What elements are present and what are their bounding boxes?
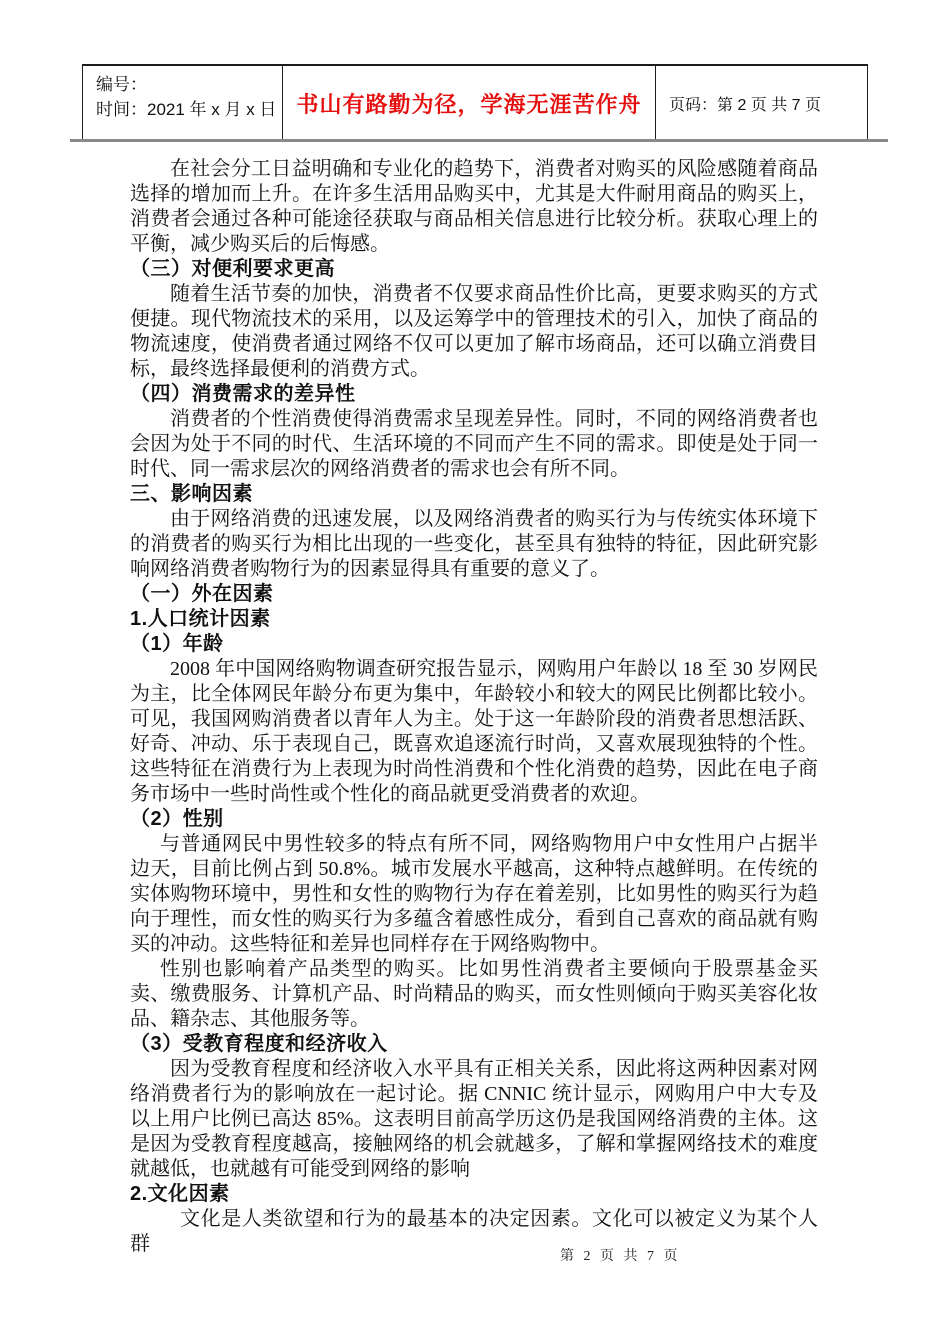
section-heading: 2.文化因素 [130,1183,230,1205]
body-paragraph: 2008 年中国网络购物调查研究报告显示，网购用户年龄以 18 至 30 岁网民为主，比全体网民年龄分布更为集中，年龄较小和较大的网民比例都比较小。可见，我国网购消费者以青年人为主。处于这一年龄阶段的消费者思想活跃、好奇、冲动、乐于表现自己，既喜欢追逐流行时尚，又喜欢展现独特的个性。这些特征在消费行为上表现为时尚性消费和个性化消费的趋势，因此在电子商务市场中一些时尚性或个性化的商品就更受消费者的欢迎。 [130,658,818,805]
body-paragraph: 由于网络消费的迅速发展，以及网络消费者的购买行为与传统实体环境下的消费者的购买行为相比出现的一些变化，甚至具有独特的特征，因此研究影响网络消费者购物行为的因素显得具有重要的意义了。 [130,508,818,580]
body-paragraph: 因为受教育程度和经济收入水平具有正相关关系，因此将这两种因素对网络消费者行为的影响放在一起讨论。据 CNNIC 统计显示，网购用户中大专及以上用户比例已高达 85%。这表明目前高学历这仍是我国网络消费的主体。这是因为受教育程度越高，接触网络的机会就越多，了解和掌握网络技术的难度就越低，也就越有可能受到网络的影响 [130,1058,818,1180]
body-paragraph: 与普通网民中男性较多的特点有所不同，网络购物用户中女性用户占据半边天，目前比例占到 50.8%。城市发展水平越高，这种特点越鲜明。在传统的实体购物环境中，男性和女性的购物行为存在着差别，比如男性的购买行为趋向于理性，而女性的购买行为多蕴含着感性成分，看到自己喜欢的商品就有购买的冲动。这些特征和差异也同样存在于网络购物中。 [130,833,818,955]
page-label: 页码：第 2 页 共 7 页 [669,96,822,114]
body-paragraph: 在社会分工日益明确和专业化的趋势下，消费者对购买的风险感随着商品选择的增加而上升。在许多生活用品购买中，尤其是大件耐用商品的购买上，消费者会通过各种可能途径获取与商品相关信息进行比较分析。获取心理上的平衡，减少购买后的后悔感。 [130,158,818,255]
body-paragraph: 随着生活节奏的加快，消费者不仅要求商品性价比高，更要求购买的方式便捷。现代物流技术的采用，以及运筹学中的管理技术的引入，加快了商品的物流速度，使消费者通过网络不仅可以更加了解市场商品，还可以确立消费目标，最终选择最便利的消费方式。 [130,283,818,380]
document-body [130,157,818,1257]
section-heading: （1）年龄 [130,633,224,655]
section-heading: 1.人口统计因素 [130,608,271,630]
header-cell-motto [283,66,656,140]
header-divider-rule [70,139,888,142]
date-label: 时间：2021 年 x 月 x 日 [96,100,277,119]
section-heading: 三、影响因素 [130,483,253,505]
body-paragraph: 文化是人类欲望和行为的最基本的决定因素。文化可以被定义为某个人群 [130,1208,818,1255]
header-cell-meta [83,66,283,140]
body-paragraph: 性别也影响着产品类型的购买。比如男性消费者主要倾向于股票基金买卖、缴费服务、计算机产品、时尚精品的购买，而女性则倾向于购买美容化妆品、籍杂志、其他服务等。 [130,958,818,1030]
motto-text: 书山有路勤为径，学海无涯苦作舟 [296,91,642,117]
section-heading: （三）对便利要求更高 [130,258,335,280]
section-heading: （四）消费需求的差异性 [130,383,356,405]
section-heading: （2）性别 [130,808,224,830]
section-heading: （一）外在因素 [130,583,274,605]
number-label: 编号： [96,75,147,94]
footer-page-indicator: 第 2 页 共 7 页 [560,1249,681,1264]
section-heading: （3）受教育程度和经济收入 [130,1033,388,1055]
header-cell-page [656,66,867,140]
body-paragraph: 消费者的个性消费使得消费需求呈现差异性。同时，不同的网络消费者也会因为处于不同的时代、生活环境的不同而产生不同的需求。即使是处于同一时代、同一需求层次的网络消费者的需求也会有所不同。 [130,408,818,480]
header-table [82,64,868,140]
